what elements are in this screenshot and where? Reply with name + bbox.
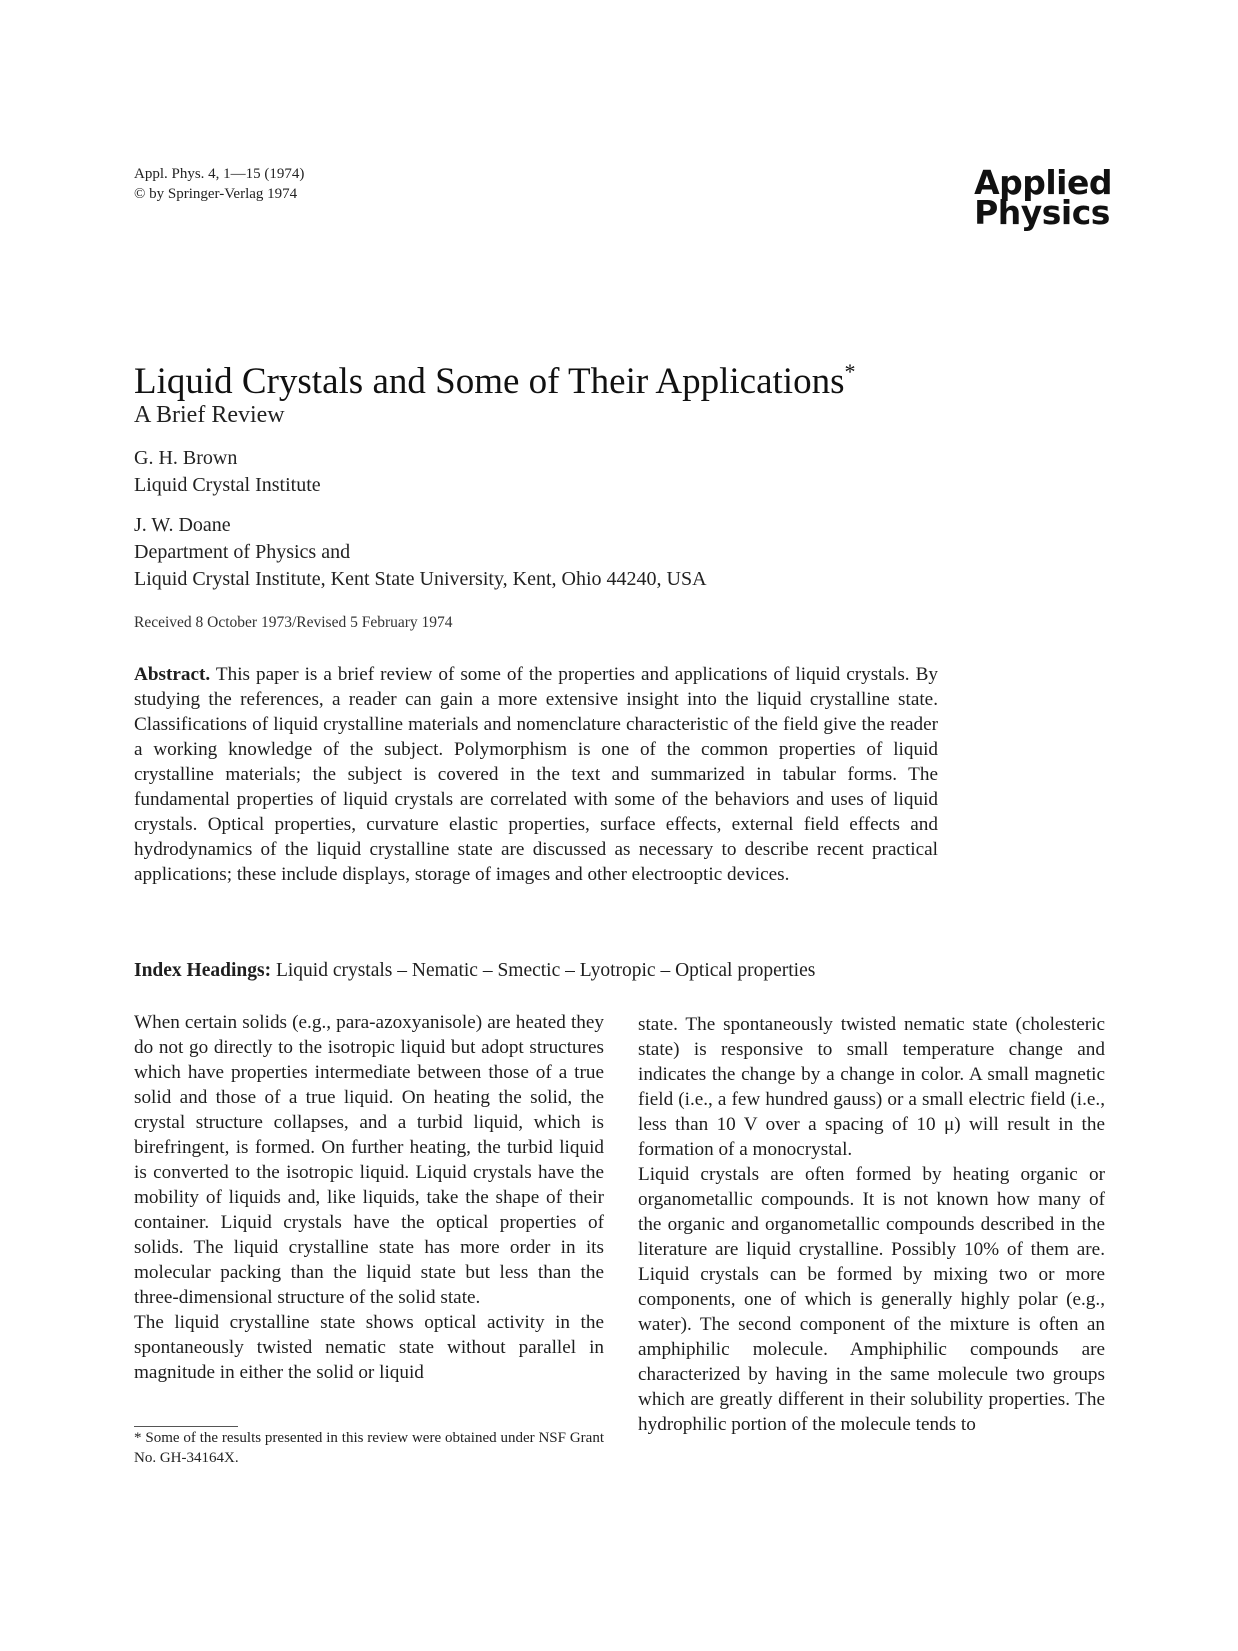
index-headings xyxy=(134,958,815,984)
journal-logo-line: Applied xyxy=(974,163,1112,202)
index-headings-label: Index Headings: xyxy=(134,960,272,981)
paper-title xyxy=(134,350,855,404)
abstract-label: Abstract. xyxy=(134,664,211,685)
author-block xyxy=(134,512,707,593)
journal-logo-line: Physics xyxy=(974,193,1110,232)
footnote: * Some of the results presented in this review were obtained under NSF Grant No. GH-34164X. xyxy=(134,1430,604,1466)
footnote-divider xyxy=(134,1426,238,1427)
author-affiliation: Department of Physics and xyxy=(134,541,351,563)
author-block xyxy=(134,445,321,499)
abstract-text: This paper is a brief review of some of the properties and applications of liquid crystals. By studying the references, a reader can gain a more extensive insight into the liquid crystalline state. Classifications of liquid crystalline materials and nomenclature characteristic of the field give the reader a working knowledge of the subject. Polymorphism is one of the common properties of liquid crystalline materials; the subject is covered in the text and summarized in tabular forms. The fundamental properties of liquid crystals are correlated with some of the behaviors and uses of liquid crystals. Optical properties, curvature elastic properties, surface effects, external field effects and hydrodynamics of the liquid crystalline state are discussed as necessary to describe recent practical applications; these include displays, storage of images and other electrooptic devices. xyxy=(134,664,939,885)
body-paragraph: state. The spontaneously twisted nematic state (cholesteric state) is responsive to small temperature change and indicates the change by a change in color. A small magnetic field (i.e., a few hundred gauss) or a small electric field (i.e., less than 10 V over a spacing of 10 μ) will result in the formation of a monocrystal. xyxy=(638,1014,1105,1160)
index-headings-text: Liquid crystals – Nematic – Smectic – Lyotropic – Optical properties xyxy=(275,960,816,981)
paper-subtitle: A Brief Review xyxy=(134,402,285,428)
body-column-right xyxy=(638,1012,1105,1437)
paper-title-text: Liquid Crystals and Some of Their Applications xyxy=(134,361,845,402)
citation-line: Appl. Phys. 4, 1—15 (1974) xyxy=(134,166,305,182)
abstract xyxy=(134,662,938,887)
copyright-line: © by Springer-Verlag 1974 xyxy=(134,186,298,202)
citation-block xyxy=(134,164,304,204)
author-name: G. H. Brown xyxy=(134,447,238,469)
author-affiliation: Liquid Crystal Institute xyxy=(134,474,321,496)
journal-logo xyxy=(974,163,1112,232)
title-footnote-mark: * xyxy=(844,359,856,384)
body-column-left xyxy=(134,1010,604,1385)
author-name: J. W. Doane xyxy=(134,514,231,536)
author-affiliation: Liquid Crystal Institute, Kent State University, Kent, Ohio 44240, USA xyxy=(134,568,707,590)
body-paragraph: When certain solids (e.g., para-azoxyanisole) are heated they do not go directly to the isotropic liquid but adopt structures which have properties intermediate between those of a true solid and those of a true liquid. On heating the solid, the crystal structure collapses, and a turbid liquid, which is birefringent, is formed. On further heating, the turbid liquid is converted to the isotropic liquid. Liquid crystals have the mobility of liquids and, like liquids, take the shape of their container. Liquid crystals have the optical properties of solids. The liquid crystalline state has more order in its molecular packing than the liquid state but less than the three-dimensional structure of the solid state. xyxy=(134,1012,604,1308)
received-dates: Received 8 October 1973/Revised 5 February 1974 xyxy=(134,614,453,631)
body-paragraph: The liquid crystalline state shows optical activity in the spontaneously twisted nematic state without parallel in magnitude in either the solid or liquid xyxy=(134,1312,604,1383)
body-paragraph: Liquid crystals are often formed by heating organic or organometallic compounds. It is not known how many of the organic and organometallic compounds described in the literature are liquid crystalline. Possibly 10% of them are. Liquid crystals can be formed by mixing two or more components, one of which is generally highly polar (e.g., water). The second component of the mixture is often an amphiphilic molecule. Amphiphilic compounds are characterized by having in the same molecule two groups which are greatly different in their solubility properties. The hydrophilic portion of the molecule tends to xyxy=(638,1164,1105,1435)
